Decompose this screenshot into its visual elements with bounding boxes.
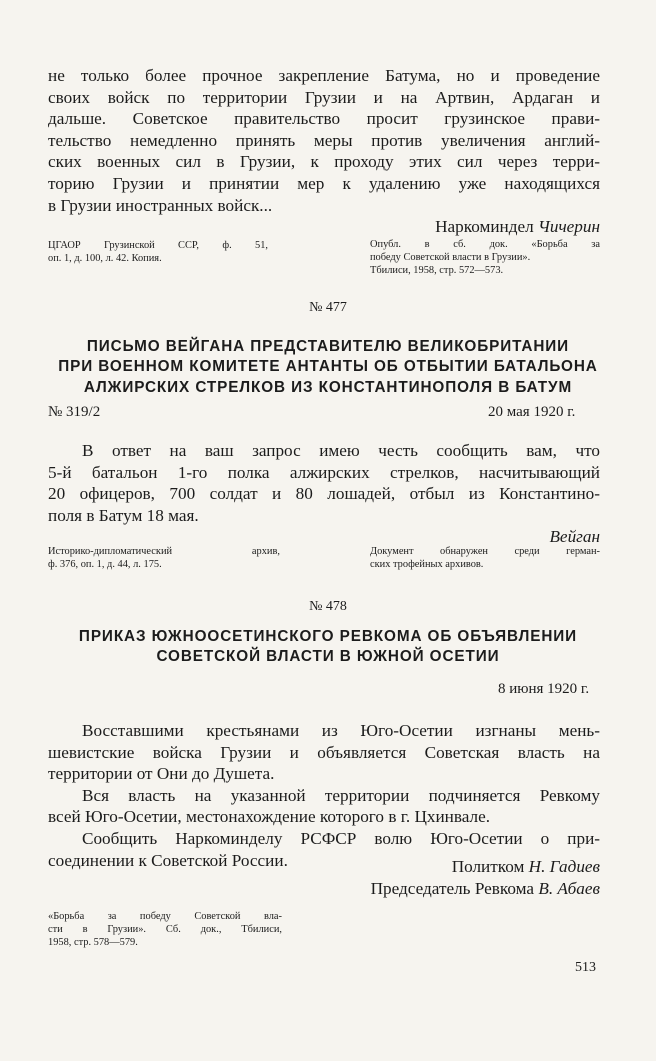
- signature-block: [48, 856, 600, 899]
- text-line: В ответ на ваш запрос имею честь сообщить вам, что: [82, 441, 600, 460]
- archive-source: [48, 239, 268, 265]
- source-line: ских трофейных архивов.: [370, 559, 484, 570]
- document-date: 8 июня 1920 г.: [498, 681, 590, 697]
- document-body: [48, 720, 600, 871]
- archive-source: [48, 545, 280, 571]
- text-line: соединении к Советской России.: [48, 850, 288, 870]
- text-line: поля в Батум 18 мая.: [48, 505, 199, 525]
- text-line: Вся власть на указанной территории подчиняется Ревкому: [82, 785, 600, 805]
- text-line: всей Юго-Осетии, местонахождение которого в г. Цхинвале.: [48, 807, 491, 827]
- source-line: ЦГАОР Грузинской ССР, ф. 51,: [48, 240, 268, 251]
- text-line: Сообщить Наркоминделу РСФСР волю Юго-Осетии о при-: [82, 828, 600, 848]
- signature-name: Чичерин: [538, 217, 600, 237]
- source-line: Опубл. в сб. док. «Борьба за: [370, 239, 600, 250]
- document-title: [48, 337, 608, 398]
- signature-name: В. Абаев: [538, 878, 600, 898]
- publication-source: [370, 545, 600, 571]
- document-title: [48, 627, 608, 668]
- document-date: 20 мая 1920 г.: [488, 404, 576, 420]
- source-line: Историко-дипломатический архив,: [48, 546, 280, 557]
- publication-source: [370, 238, 600, 277]
- signature-role: Политком: [451, 857, 525, 876]
- text-line: ских военных сил в Грузии, к проходу этих сил через терри-: [48, 152, 600, 172]
- title-line: ПРИ ВОЕННОМ КОМИТЕТЕ АНТАНТЫ ОБ ОТБЫТИИ БАТАЛЬОНА: [58, 358, 598, 376]
- signature-line: [48, 878, 600, 900]
- source-line: победу Советской власти в Грузии».: [370, 252, 531, 263]
- text-line: своих войск по территории Грузии и на Артвин, Ардаган и: [48, 87, 600, 107]
- text-line: в Грузии иностранных войск...: [48, 195, 273, 215]
- text-line: тельство немедленно принять меры против увеличения англий-: [48, 130, 600, 150]
- source-line: 1958, стр. 578—579.: [48, 937, 138, 948]
- reference-number: № 319/2: [48, 404, 101, 420]
- intro-text: [48, 65, 600, 238]
- text-line: шевистские войска Грузии и объявляется Советская власть на: [48, 742, 600, 762]
- source-line: «Борьба за победу Советской вла-: [48, 911, 282, 922]
- text-line: не только более прочное закрепление Батума, но и проведение: [48, 66, 600, 85]
- title-line: СОВЕТСКОЙ ВЛАСТИ В ЮЖНОЙ ОСЕТИИ: [156, 648, 500, 666]
- signature-role: Председатель Ревкома: [370, 878, 535, 898]
- signature-line: [48, 216, 600, 238]
- signature-role: Наркоминдел: [435, 217, 534, 237]
- title-line: ПИСЬМО ВЕЙГАНА ПРЕДСТАВИТЕЛЮ ВЕЛИКОБРИТАНИИ: [86, 338, 570, 355]
- text-line: 5-й батальон 1-го полка алжирских стрелков, насчитывающий: [48, 462, 600, 482]
- signature-name: Н. Гадиев: [528, 857, 600, 876]
- publication-source: [48, 910, 282, 949]
- document-number: № 478: [309, 599, 347, 614]
- document-number: № 477: [309, 300, 347, 315]
- page-number: 513: [575, 960, 596, 975]
- text-line: Восставшими крестьянами из Юго-Осетии изгнаны мень-: [82, 721, 600, 740]
- text-line: 20 офицеров, 700 солдат и 80 лошадей, отбыл из Константино-: [48, 484, 600, 504]
- title-line: АЛЖИРСКИХ СТРЕЛКОВ ИЗ КОНСТАНТИНОПОЛЯ В БАТУМ: [83, 378, 573, 396]
- title-line: ПРИКАЗ ЮЖНООСЕТИНСКОГО РЕВКОМА ОБ ОБЪЯВЛЕНИИ: [78, 628, 578, 645]
- source-line: ф. 376, оп. 1, д. 44, л. 175.: [48, 559, 162, 570]
- document-body: [48, 440, 600, 548]
- signature-line: [48, 856, 600, 878]
- source-line: сти в Грузии». Сб. док., Тбилиси,: [48, 924, 282, 935]
- text-line: дальше. Советское правительство просит грузинское прави-: [48, 109, 600, 129]
- text-line: торию Грузии и принятии мер к удалению уже находящихся: [48, 173, 600, 193]
- source-line: оп. 1, д. 100, л. 42. Копия.: [48, 253, 162, 264]
- signature-name: Вейган: [549, 527, 600, 547]
- text-line: территории от Они до Душета.: [48, 764, 275, 784]
- source-line: Тбилиси, 1958, стр. 572—573.: [370, 265, 504, 276]
- source-line: Документ обнаружен среди герман-: [370, 546, 600, 557]
